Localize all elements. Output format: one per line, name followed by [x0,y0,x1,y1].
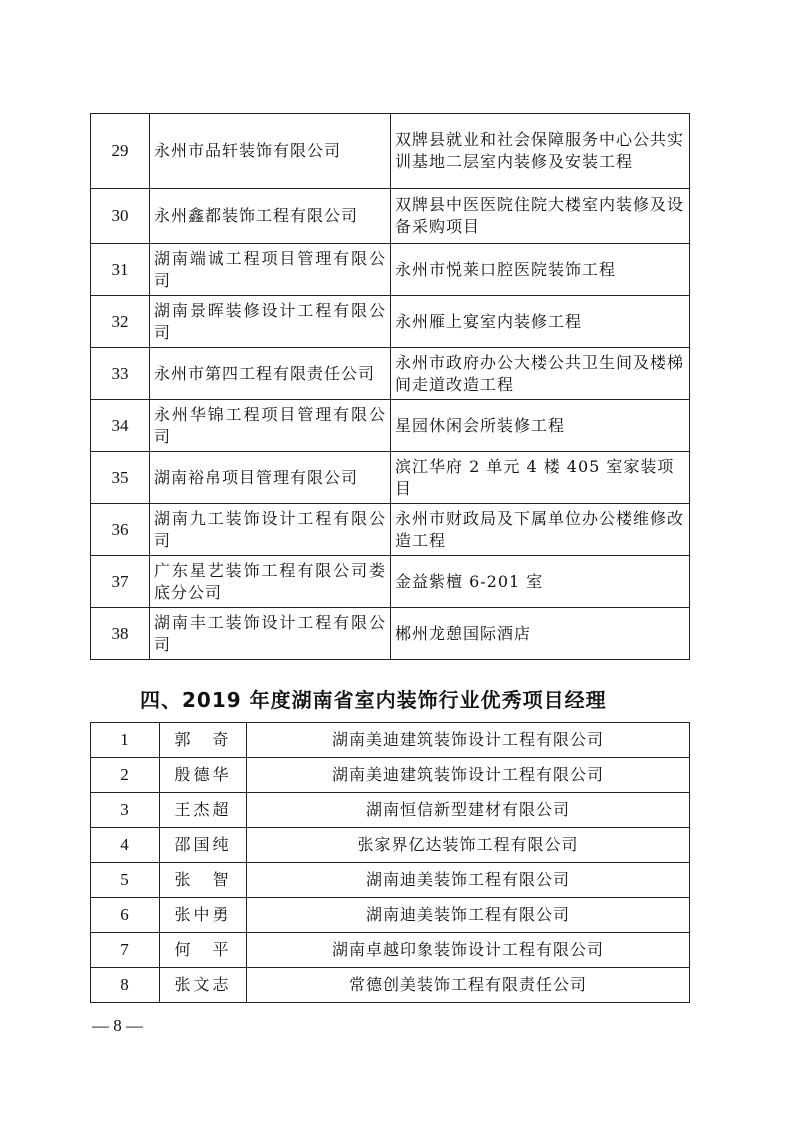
table-row [91,968,690,1003]
project-cell: 永州市财政局及下属单位办公楼维修改造工程 [391,504,690,556]
company-cell: 湖南美迪建筑装饰设计工程有限公司 [247,723,690,758]
manager-name: 殷德华 [160,758,247,793]
project-cell: 永州市政府办公大楼公共卫生间及楼梯间走道改造工程 [391,348,690,400]
company-cell: 湖南端诚工程项目管理有限公司 [150,244,391,296]
row-number: 2 [91,758,160,793]
award-projects-table [90,113,690,660]
row-number: 6 [91,898,160,933]
table-row [91,452,690,504]
row-number: 34 [91,400,150,452]
row-number: 7 [91,933,160,968]
row-number: 29 [91,114,150,189]
company-cell: 湖南裕帛项目管理有限公司 [150,452,391,504]
row-number: 4 [91,828,160,863]
project-cell: 双牌县中医医院住院大楼室内装修及设备采购项目 [391,189,690,244]
company-cell: 常德创美装饰工程有限责任公司 [247,968,690,1003]
row-number: 5 [91,863,160,898]
table-row [91,828,690,863]
company-cell: 永州鑫都装饰工程有限公司 [150,189,391,244]
row-number: 32 [91,296,150,348]
table-row [91,758,690,793]
manager-name: 张文志 [160,968,247,1003]
table-row [91,244,690,296]
table-row [91,504,690,556]
table-row [91,933,690,968]
row-number: 1 [91,723,160,758]
table-row [91,189,690,244]
project-cell: 金益紫檀 6-201 室 [391,556,690,608]
table-row [91,723,690,758]
table-row [91,114,690,189]
row-number: 37 [91,556,150,608]
project-managers-table [90,722,690,1003]
company-cell: 广东星艺装饰工程有限公司娄底分公司 [150,556,391,608]
company-cell: 湖南九工装饰设计工程有限公司 [150,504,391,556]
company-cell: 湖南美迪建筑装饰设计工程有限公司 [247,758,690,793]
manager-name: 张 智 [160,863,247,898]
company-cell: 湖南卓越印象装饰设计工程有限公司 [247,933,690,968]
row-number: 36 [91,504,150,556]
company-cell: 湖南景晖装修设计工程有限公司 [150,296,391,348]
manager-name: 郭 奇 [160,723,247,758]
company-cell: 湖南丰工装饰设计工程有限公司 [150,608,391,660]
company-cell: 永州华锦工程项目管理有限公司 [150,400,391,452]
manager-name: 张中勇 [160,898,247,933]
project-cell: 永州市悦莱口腔医院装饰工程 [391,244,690,296]
project-cell: 滨江华府 2 单元 4 楼 405 室家装项目 [391,452,690,504]
manager-name: 邵国纯 [160,828,247,863]
table-row [91,898,690,933]
table-row [91,863,690,898]
row-number: 8 [91,968,160,1003]
company-cell: 湖南迪美装饰工程有限公司 [247,863,690,898]
row-number: 35 [91,452,150,504]
table-row [91,400,690,452]
project-cell: 双牌县就业和社会保障服务中心公共实训基地二层室内装修及安装工程 [391,114,690,189]
section-heading: 四、2019 年度湖南省室内装饰行业优秀项目经理 [140,688,607,712]
row-number: 30 [91,189,150,244]
company-cell: 永州市品轩装饰有限公司 [150,114,391,189]
company-cell: 湖南恒信新型建材有限公司 [247,793,690,828]
project-cell: 星园休闲会所装修工程 [391,400,690,452]
company-cell: 湖南迪美装饰工程有限公司 [247,898,690,933]
project-cell: 郴州龙憩国际酒店 [391,608,690,660]
row-number: 3 [91,793,160,828]
table-row [91,556,690,608]
table-row [91,608,690,660]
table-row [91,296,690,348]
page-number: — 8 — [92,1016,143,1035]
table-row [91,793,690,828]
company-cell: 张家界亿达装饰工程有限公司 [247,828,690,863]
manager-name: 王杰超 [160,793,247,828]
row-number: 38 [91,608,150,660]
project-cell: 永州雁上宴室内装修工程 [391,296,690,348]
row-number: 31 [91,244,150,296]
manager-name: 何 平 [160,933,247,968]
company-cell: 永州市第四工程有限责任公司 [150,348,391,400]
table-row [91,348,690,400]
row-number: 33 [91,348,150,400]
